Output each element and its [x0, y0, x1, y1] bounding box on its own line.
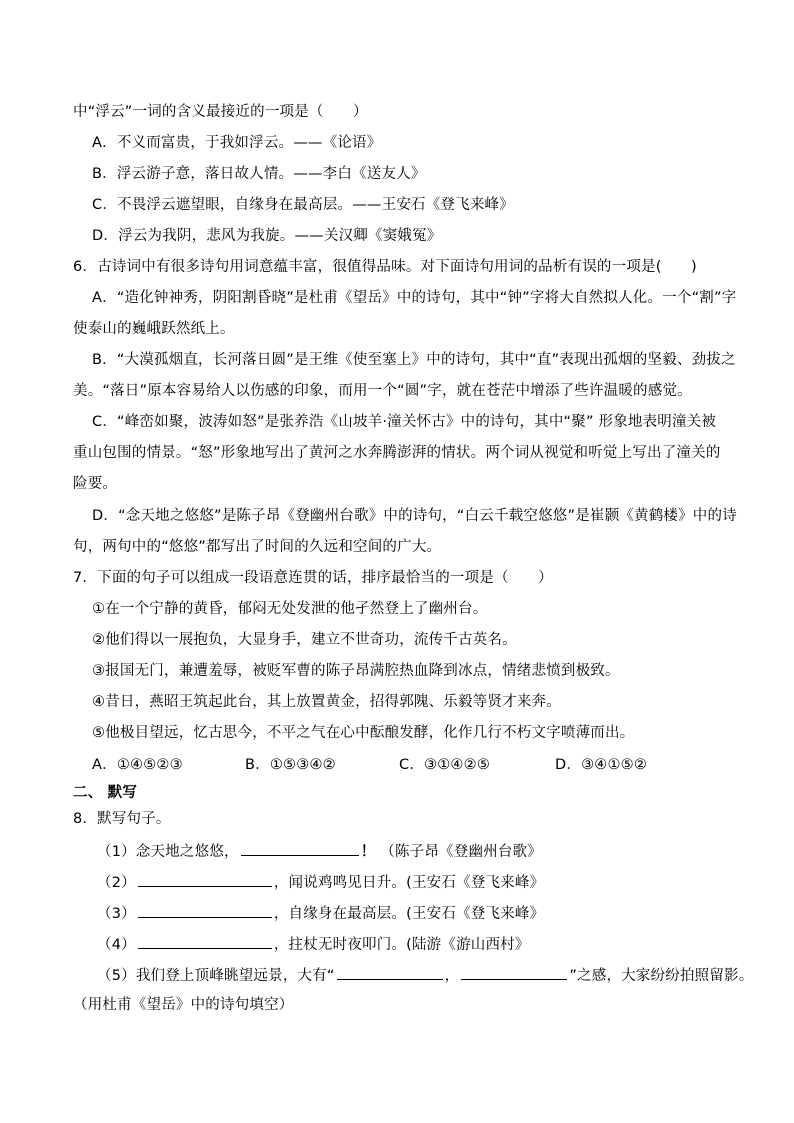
- q7-choice-a: A．①④⑤②③: [92, 757, 183, 773]
- q8-item-2-suffix: ，闻说鸡鸣见日升。(王安石《登飞来峰》: [273, 875, 545, 891]
- q8-stem: 8．默写句子。: [73, 811, 171, 827]
- q7-stem: 7．下面的句子可以组成一段语意连贯的话，排序最恰当的一项是（ ）: [73, 570, 553, 586]
- q5-stem: 中“浮云”一词的含义最接近的一项是（ ）: [73, 104, 368, 120]
- q8-note: （用杜甫《望岳》中的诗句填空）: [73, 997, 294, 1013]
- q7-choice-b: B．①⑤③④②: [245, 757, 336, 773]
- q7-choice-c: C．③①④②⑤: [399, 757, 491, 773]
- q8-item-5-mid: ，: [444, 968, 460, 984]
- q8-item-5-suffix: ”之感，大家纷纷拍照留影。: [569, 968, 754, 984]
- q8-item-4-prefix: （4）: [97, 937, 136, 953]
- q7-sentence-4: ④昔日，燕昭王筑起此台，其上放置黄金，招得郭隗、乐毅等贤才来奔。: [92, 694, 561, 710]
- q8-item-2-prefix: （2）: [97, 875, 136, 891]
- q8-item-3-prefix: （3）: [97, 906, 136, 922]
- q8-item-1: [97, 840, 542, 862]
- q8-item-5: [97, 964, 753, 986]
- q6-option-c-line2: 重山包围的情景。“怒”形象地写出了黄河之水奔腾澎湃的情状。两个词从视觉和听觉上写出了潼关的: [73, 445, 721, 461]
- q6-stem: 6．古诗词中有很多诗句用词意蕴丰富，很值得品味。对下面诗句用词的品析有误的一项是( ): [73, 259, 697, 275]
- q6-option-b-line1: B．“大漠孤烟直，长河落日圆”是王维《使至塞上》中的诗句，其中“直”表现出孤烟的坚毅、劲拔之: [92, 352, 736, 368]
- q6-option-c-line3: 险要。: [73, 476, 118, 492]
- q8-item-2: [97, 871, 544, 893]
- q8-item-1-mark: ！: [360, 844, 376, 860]
- q8-item-1-suffix: （陈子昂《登幽州台歌》: [380, 844, 542, 860]
- q8-item-4-suffix: ，拄杖无时夜叩门。(陆游《游山西村》: [273, 937, 530, 953]
- q5-option-d: D．浮云为我阴，悲风为我旋。——关汉卿《窦娥冤》: [92, 228, 442, 244]
- q7-sentence-3: ③报国无门，兼遭羞辱，被贬军曹的陈子昂满腔热血降到冰点，情绪悲愤到极致。: [92, 663, 620, 679]
- q8-item-5-blank-2[interactable]: [461, 964, 567, 980]
- section-title-dictation: 二、 默写: [73, 785, 138, 801]
- q8-item-1-prefix: （1）念天地之悠悠，: [97, 844, 239, 860]
- q8-item-4: [97, 933, 530, 955]
- q6-option-a-line2: 使泰山的巍峨跃然纸上。: [73, 321, 235, 337]
- q8-item-5-blank-1[interactable]: [337, 964, 443, 980]
- q8-item-2-blank[interactable]: [138, 871, 272, 887]
- q8-item-5-prefix: （5）我们登上顶峰眺望远景，大有“: [97, 968, 335, 984]
- q6-option-d-line1: D．“念天地之悠悠”是陈子昂《登幽州台歌》中的诗句，“白云千载空悠悠”是崔颢《黄鹤楼》中的诗: [92, 508, 737, 524]
- q7-sentence-1: ①在一个宁静的黄昏，郁闷无处发泄的他孑然登上了幽州台。: [92, 601, 488, 617]
- q6-option-b-line2: 美。“落日”原本容易给人以伤感的印象，而用一个“圆”字，就在苍茫中增添了些许温暖的感觉。: [73, 383, 692, 399]
- q5-option-a: A．不义而富贵，于我如浮云。——《论语》: [92, 135, 382, 151]
- q8-item-3-blank[interactable]: [138, 902, 272, 918]
- q8-item-4-blank[interactable]: [138, 933, 272, 949]
- q7-sentence-2: ②他们得以一展抱负，大显身手，建立不世奇功，流传千古英名。: [92, 632, 517, 648]
- q7-choice-d: D．③④①⑤②: [555, 757, 648, 773]
- q8-item-3: [97, 902, 544, 924]
- q7-sentence-5: ⑤他极目望远，忆古思今，不平之气在心中酝酿发酵，化作几行不朽文字喷薄而出。: [92, 725, 635, 741]
- q6-option-a-line1: A．“造化钟神秀，阴阳割昏晓”是杜甫《望岳》中的诗句，其中“钟”字将大自然拟人化。一个“割”字: [92, 290, 737, 306]
- q8-item-1-blank[interactable]: [241, 840, 359, 856]
- q5-option-b: B．浮云游子意，落日故人情。——李白《送友人》: [92, 166, 426, 182]
- q6-option-c-line1: C．“峰峦如聚，波涛如怒”是张养浩《山坡羊·潼关怀古》中的诗句，其中“聚” 形象地表明潼关被: [92, 414, 717, 430]
- q8-item-3-suffix: ，自缘身在最高层。(王安石《登飞来峰》: [273, 906, 545, 922]
- q6-option-d-line2: 句，两句中的“悠悠”都写出了时间的久远和空间的广大。: [73, 539, 442, 555]
- q5-option-c: C．不畏浮云遮望眼，自缘身在最高层。——王安石《登飞来峰》: [92, 197, 514, 213]
